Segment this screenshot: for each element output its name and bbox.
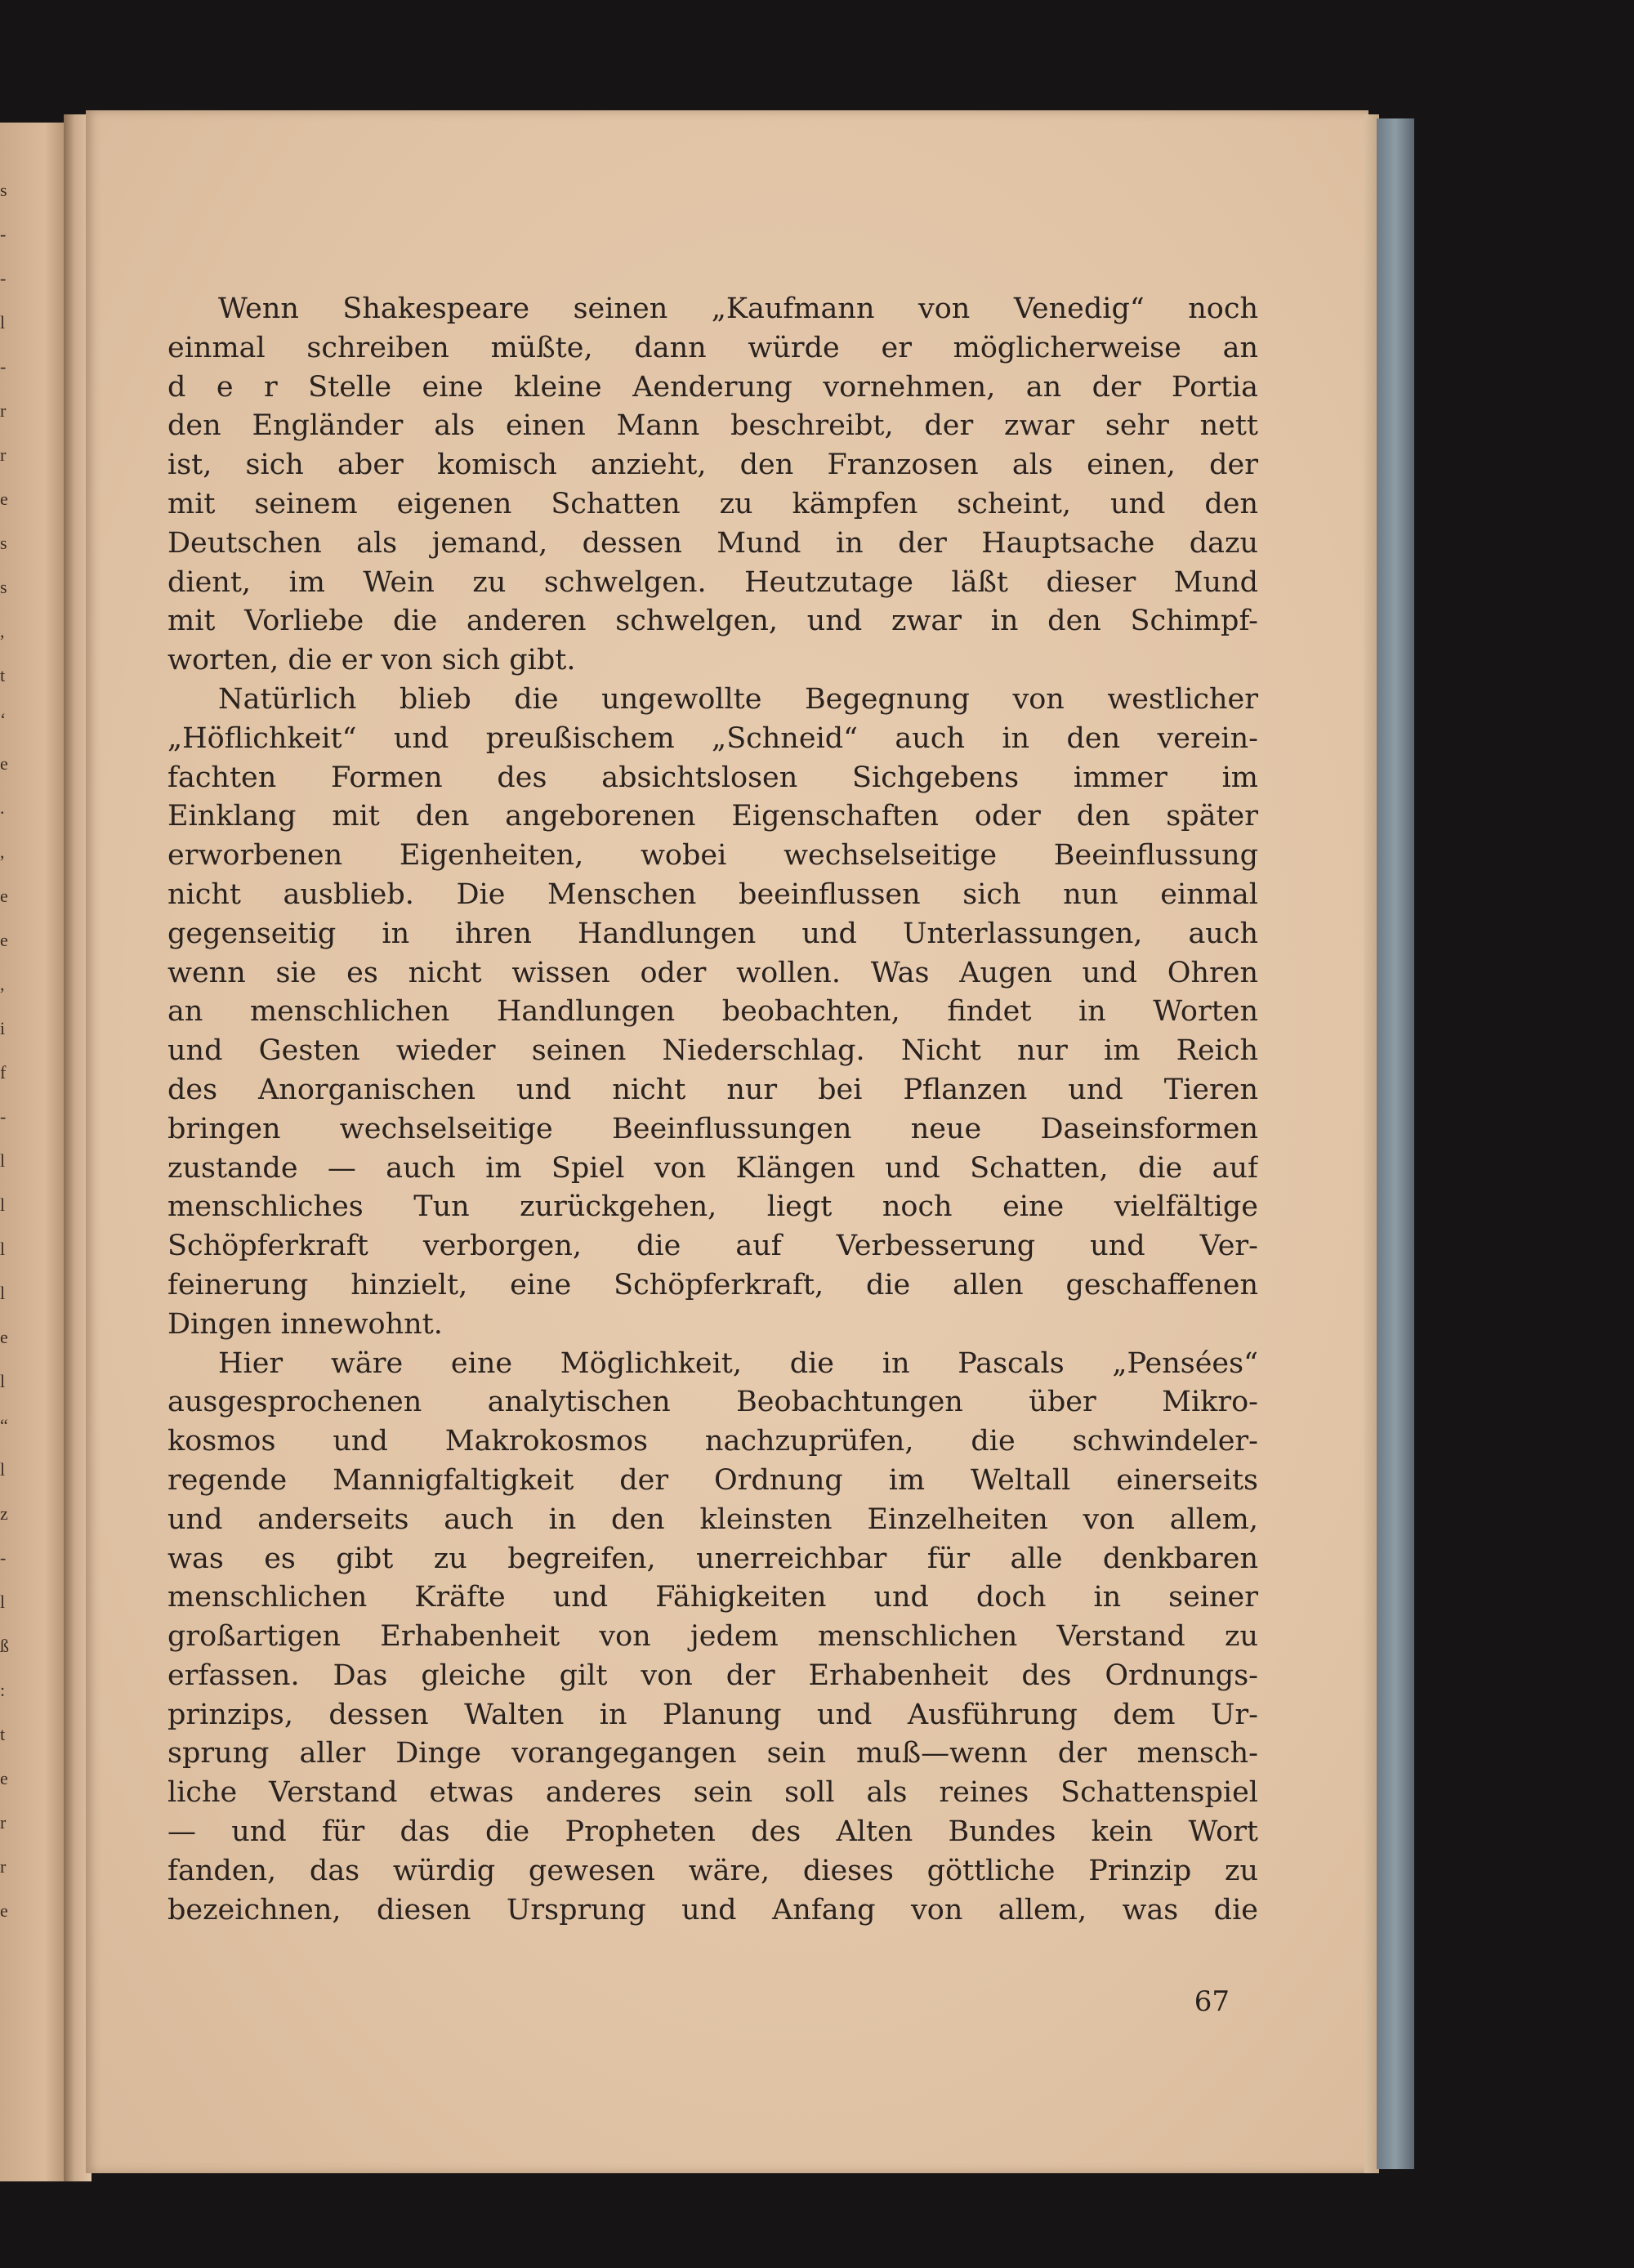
left-page-fragment: ,	[0, 621, 5, 641]
left-page-fragment: e	[0, 489, 8, 509]
left-page-fragment: l	[0, 1371, 6, 1391]
book-page	[86, 110, 1368, 2173]
left-page-fragment: e	[0, 886, 8, 906]
text-line: mit Vorliebe die anderen schwelgen, und zwar in den Schimpf-	[167, 605, 1258, 638]
left-page-fragment: s	[0, 533, 7, 553]
text-line: regende Mannigfaltigkeit der Ordnung im Weltall einerseits	[167, 1463, 1258, 1497]
text-line: des Anorganischen und nicht nur bei Pflanzen und Tieren	[167, 1073, 1258, 1106]
left-page-fragment: l	[0, 312, 6, 333]
left-page-fragment: l	[0, 1150, 6, 1171]
text-line: zustande — auch im Spiel von Klängen und Schatten, die auf	[167, 1151, 1258, 1185]
left-page-fragment: s	[0, 577, 7, 597]
left-page-fragment: -	[0, 224, 7, 244]
left-page-fragment: e	[0, 1900, 8, 1921]
left-page-fragment: ‘	[0, 709, 7, 730]
left-page-fragment: l	[0, 1459, 6, 1480]
left-page-text-fragments	[0, 123, 16, 2181]
text-line: und Gesten wieder seinen Niederschlag. Nicht nur im Reich	[167, 1034, 1258, 1068]
left-page-fragment: “	[0, 1415, 8, 1435]
left-page-fragment: e	[0, 1327, 8, 1347]
text-line: Schöpferkraft verborgen, die auf Verbesserung und Ver-	[167, 1230, 1258, 1263]
text-line: dient, im Wein zu schwelgen. Heutzutage läßt dieser Mund	[167, 565, 1258, 599]
left-page-fragment: -	[0, 1547, 7, 1568]
text-line: an menschlichen Handlungen beobachten, findet in Worten	[167, 995, 1258, 1029]
left-page-fragment: r	[0, 400, 7, 421]
left-page-fragment: i	[0, 1018, 6, 1038]
left-page-fragment: ,	[0, 842, 5, 862]
text-line: sprung aller Dinge vorangegangen sein muß—wenn der mensch-	[167, 1737, 1258, 1770]
left-page-fragment: r	[0, 444, 7, 465]
text-line: bringen wechselseitige Beeinflussungen neue Daseinsformen	[167, 1112, 1258, 1145]
text-line: erworbenen Eigenheiten, wobei wechselseitige Beeinflussung	[167, 839, 1258, 873]
left-page-fragment: ß	[0, 1636, 9, 1656]
text-line: den Engländer als einen Mann beschreibt, der zwar sehr nett	[167, 409, 1258, 443]
text-line: Wenn Shakespeare seinen „Kaufmann von Venedig“ noch	[218, 292, 1258, 325]
left-page-fragment: s	[0, 180, 7, 200]
left-page-fragment: l	[0, 1592, 6, 1612]
text-line: — und für das die Propheten des Alten Bundes kein Wort	[167, 1815, 1258, 1849]
text-line: bezeichnen, diesen Ursprung und Anfang von allem, was die	[167, 1893, 1258, 1926]
left-page-fragment: e	[0, 753, 8, 774]
text-line: einmal schreiben müßte, dann würde er möglicherweise an	[167, 331, 1258, 364]
text-line: nicht ausblieb. Die Menschen beeinflussen sich nun einmal	[167, 877, 1258, 911]
book-cover-edge	[1377, 118, 1414, 2169]
text-line: feinerung hinzielt, eine Schöpferkraft, die allen geschaffenen	[167, 1268, 1258, 1301]
left-page-fragment: .	[0, 797, 5, 818]
text-line: was es gibt zu begreifen, unerreichbar für alle denkbaren	[167, 1542, 1258, 1575]
text-line: Einklang mit den angeborenen Eigenschaften oder den später	[167, 800, 1258, 833]
left-page-fragment: ,	[0, 974, 5, 994]
text-line: menschliches Tun zurückgehen, liegt noch eine vielfältige	[167, 1190, 1258, 1224]
text-line: mit seinem eigenen Schatten zu kämpfen scheint, und den	[167, 487, 1258, 520]
left-page-fragment: z	[0, 1503, 8, 1524]
left-page-fragment: r	[0, 1856, 7, 1877]
left-page-fragment: t	[0, 1724, 6, 1744]
text-line: kosmos und Makrokosmos nachzuprüfen, die schwindeler-	[167, 1425, 1258, 1458]
text-line: Natürlich blieb die ungewollte Begegnung von westlicher	[218, 682, 1258, 716]
text-line: prinzips, dessen Walten in Planung und Ausführung dem Ur-	[167, 1698, 1258, 1731]
text-line: worten, die er von sich gibt.	[167, 644, 576, 677]
left-page-fragment: l	[0, 1194, 6, 1215]
text-line: gegenseitig in ihren Handlungen und Unterlassungen, auch	[167, 917, 1258, 950]
text-line: „Höflichkeit“ und preußischem „Schneid“ auch in den verein-	[167, 721, 1258, 755]
left-page-fragment: :	[0, 1680, 6, 1700]
left-page-fragment: e	[0, 1768, 8, 1788]
left-page-fragment: -	[0, 356, 7, 377]
text-line: fachten Formen des absichtslosen Sichgebens immer im	[167, 761, 1258, 794]
left-page-fragment: t	[0, 665, 6, 685]
left-page-fragment: e	[0, 930, 8, 950]
page-body-text	[167, 290, 1258, 1930]
text-line: und anderseits auch in den kleinsten Einzelheiten von allem,	[167, 1502, 1258, 1536]
text-line: ausgesprochenen analytischen Beobachtungen über Mikro-	[167, 1386, 1258, 1419]
text-line: menschlichen Kräfte und Fähigkeiten und doch in seiner	[167, 1581, 1258, 1614]
text-line: liche Verstand etwas anderes sein soll als reines Schattenspiel	[167, 1776, 1258, 1810]
text-line: erfassen. Das gleiche gilt von der Erhabenheit des Ordnungs-	[167, 1659, 1258, 1692]
left-page-fragment: f	[0, 1062, 7, 1083]
text-line: d e r Stelle eine kleine Aenderung vornehmen, an der Portia	[167, 370, 1258, 404]
text-line: wenn sie es nicht wissen oder wollen. Was Augen und Ohren	[167, 956, 1258, 989]
text-line: Deutschen als jemand, dessen Mund in der Hauptsache dazu	[167, 526, 1258, 560]
text-line: fanden, das würdig gewesen wäre, dieses göttliche Prinzip zu	[167, 1854, 1258, 1887]
left-page-fragment: -	[0, 268, 7, 288]
text-line: ist, sich aber komisch anzieht, den Franzosen als einen, der	[167, 449, 1258, 482]
text-line: Dingen innewohnt.	[167, 1307, 443, 1341]
left-facing-page	[0, 123, 64, 2181]
left-page-fragment: l	[0, 1283, 6, 1303]
left-page-fragment: -	[0, 1106, 7, 1127]
page-number: 67	[1194, 1985, 1230, 2018]
text-line: großartigen Erhabenheit von jedem menschlichen Verstand zu	[167, 1620, 1258, 1654]
left-page-fragment: r	[0, 1812, 7, 1833]
left-page-fragment: l	[0, 1239, 6, 1259]
text-line: Hier wäre eine Möglichkeit, die in Pascals „Pensées“	[218, 1346, 1258, 1380]
